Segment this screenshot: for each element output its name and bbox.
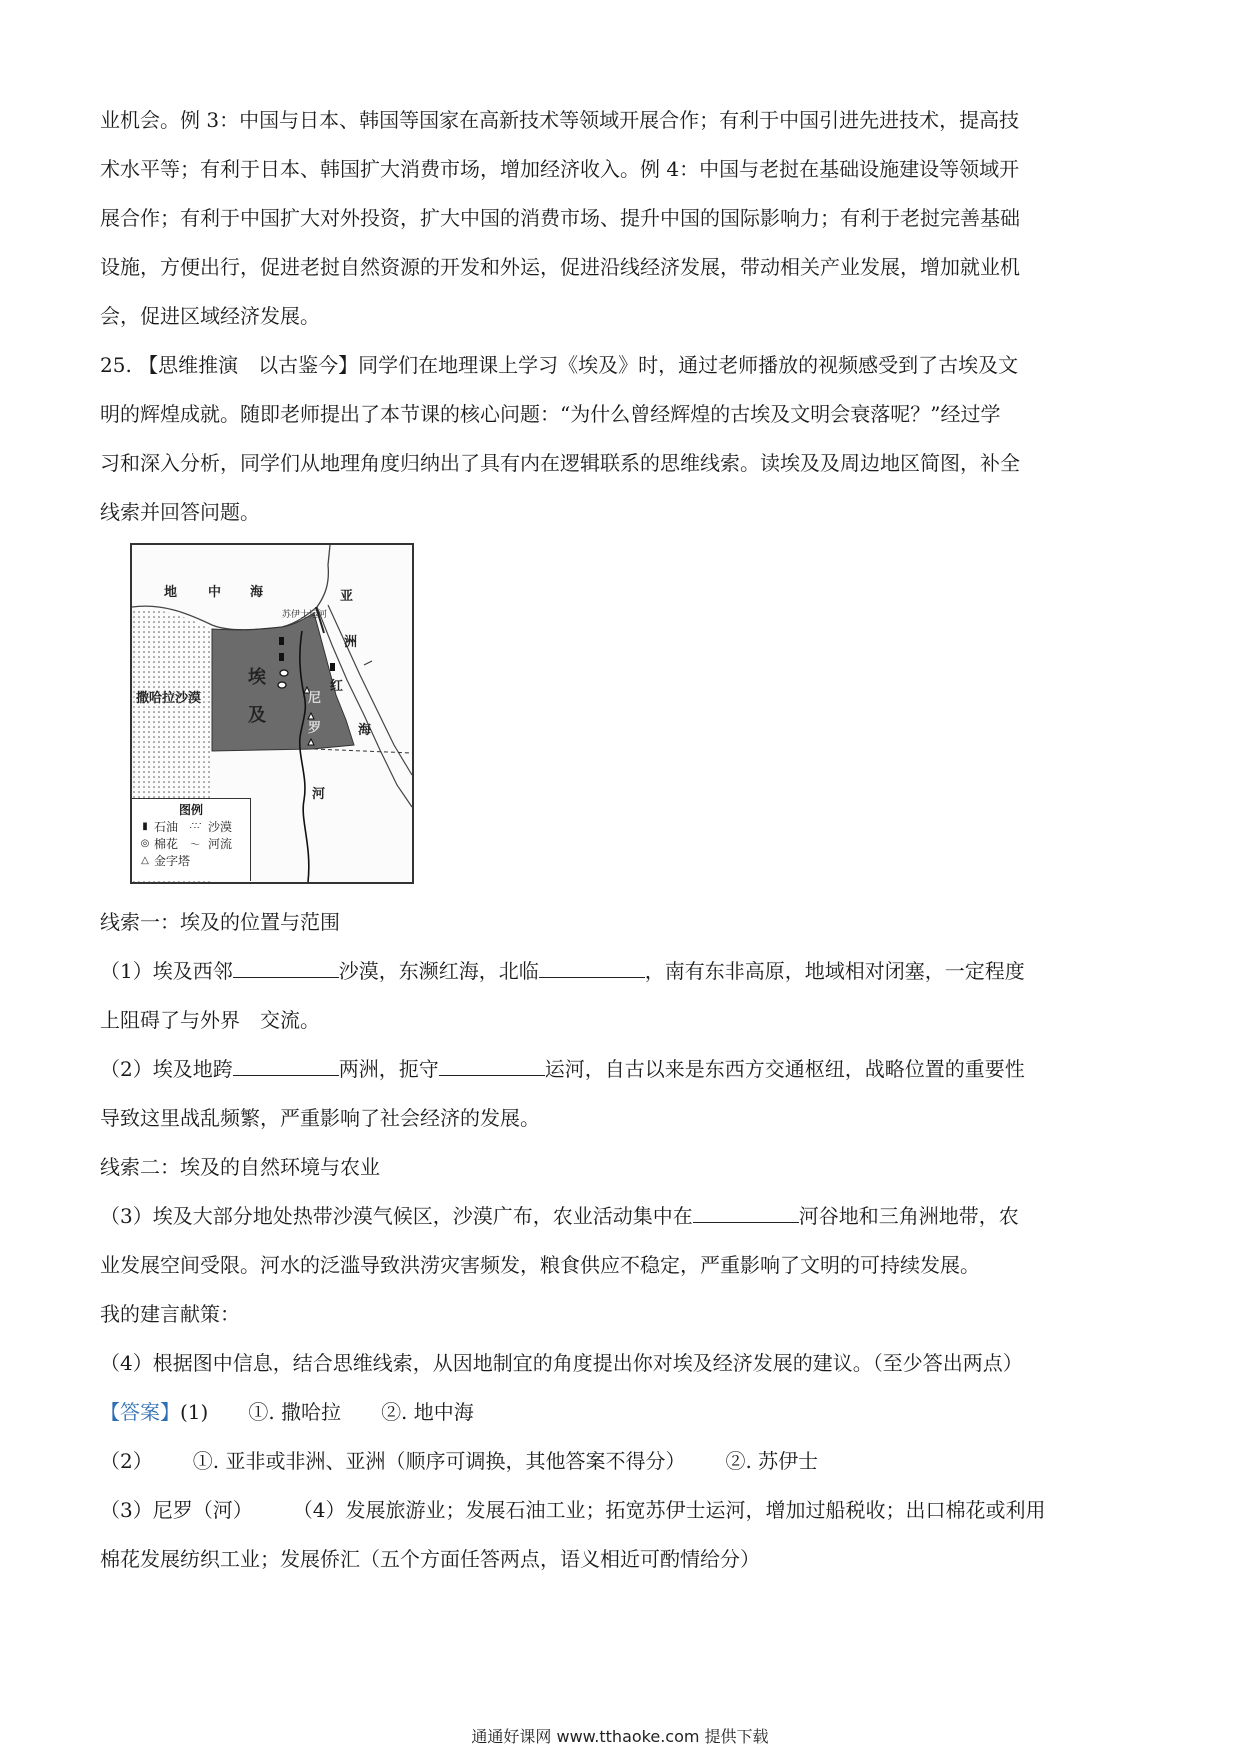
legend-cotton: 棉花 — [154, 837, 179, 851]
answer-2-part-1: ①. 亚非或非洲、亚洲（顺序可调换，其他答案不得分） — [192, 1449, 686, 1473]
label-asia-1: 亚 — [340, 589, 354, 604]
text-line: 习和深入分析，同学们从地理角度归纳出了具有内在逻辑联系的思维线索。读埃及及周边地区简图，补全 — [100, 451, 1020, 475]
text-line: 展合作；有利于中国扩大对外投资，扩大中国的消费市场、提升中国的国际影响力；有利于老挝完善基础 — [100, 206, 1020, 230]
label-red-sea-1: 红 — [330, 679, 344, 694]
cotton-icon: ◎ — [140, 838, 150, 849]
text-line: 设施，方便出行，促进老挝自然资源的开发和外运，促进沿线经济发展，带动相关产业发展，增加就业机 — [100, 255, 1020, 279]
answer-4: （4）发展旅游业；发展石油工业；拓宽苏伊士运河，增加过船税收；出口棉花或利用 — [292, 1498, 1046, 1522]
text-line: 业机会。例 3：中国与日本、韩国等国家在高新技术等领域开展合作；有利于中国引进先进技术，提高技 — [100, 108, 1020, 132]
answer-blank[interactable] — [693, 1198, 799, 1223]
advice-title: 我的建言献策： — [100, 1302, 240, 1326]
answer-2-part-2: ②. 苏伊士 — [725, 1449, 819, 1473]
question-4: （4）根据图中信息，结合思维线索，从因地制宜的角度提出你对埃及经济发展的建议。（至少答出两点） — [100, 1351, 1023, 1375]
answer-blank[interactable] — [233, 1051, 339, 1076]
answer-blank[interactable] — [233, 953, 339, 978]
legend-pyramid: 金字塔 — [154, 854, 191, 868]
q1-text-b: 沙漠，东濒红海，北临 — [338, 959, 539, 983]
question-1 — [100, 947, 1140, 996]
answer-line-3 — [100, 1486, 1140, 1535]
q3-text-c: 业发展空间受限。河水的泛滥导致洪涝灾害频发，粮食供应不稳定，严重影响了文明的可持续发展。 — [100, 1253, 980, 1277]
clue1-title: 线索一：埃及的位置与范围 — [100, 910, 340, 934]
label-egypt-2: 及 — [248, 705, 266, 726]
label-asia-2: 洲 — [344, 635, 358, 650]
text-line: 25. 【思维推演 以古鉴今】同学们在地理课上学习《埃及》时，通过老师播放的视频感受到了古埃及文 — [100, 353, 1019, 377]
label-egypt-1: 埃 — [248, 667, 266, 688]
question-3 — [100, 1192, 1140, 1241]
answer-1-number: (1) — [180, 1400, 209, 1424]
river-icon: 〜 — [190, 840, 201, 851]
q1-text-c: ，南有东非高原，地域相对闭塞，一定程度 — [644, 959, 1025, 983]
legend-oil: 石油 — [154, 820, 179, 834]
answer-2-number: （2） — [100, 1449, 153, 1473]
map-legend — [132, 798, 251, 881]
answer-blank[interactable] — [539, 953, 645, 978]
clue-section — [100, 898, 1140, 1584]
page-footer: 通通好课网 www.tthaoke.com 提供下载 — [471, 1727, 769, 1746]
answer-line-1 — [100, 1388, 1140, 1437]
legend-row — [132, 852, 250, 869]
answer-3: （3）尼罗（河） — [100, 1498, 253, 1522]
egypt-map — [130, 543, 414, 884]
question-25-stem — [100, 341, 1140, 537]
legend-row — [132, 835, 250, 852]
text-line: 术水平等；有利于日本、韩国扩大消费市场，增加经济收入。例 4：中国与老挝在基础设施建设等领域开 — [100, 157, 1020, 181]
legend-title: 图例 — [178, 803, 203, 817]
oil-icon: ▮ — [142, 821, 148, 832]
text-line: 会，促进区域经济发展。 — [100, 304, 320, 328]
q2-text-c: 运河，自古以来是东西方交通枢纽，战略位置的重要性 — [544, 1057, 1025, 1081]
answer-continuation — [100, 96, 1140, 341]
answer-1-part-1: ①. 撒哈拉 — [248, 1400, 342, 1424]
q3-text-a: （3）埃及大部分地处热带沙漠气候区，沙漠广布，农业活动集中在 — [100, 1204, 693, 1228]
q2-text-b: 两洲，扼守 — [338, 1057, 439, 1081]
legend-river: 河流 — [208, 837, 233, 851]
q1-text-a: （1）埃及西邻 — [100, 959, 233, 983]
text-line: 线索并回答问题。 — [100, 500, 260, 524]
q1-text-d: 上阻碍了与外界 交流。 — [100, 1008, 320, 1032]
label-mediterranean-2: 中 — [208, 585, 222, 600]
q2-text-a: （2）埃及地跨 — [100, 1057, 233, 1081]
text-line: 明的辉煌成就。随即老师提出了本节课的核心问题：“为什么曾经辉煌的古埃及文明会衰落呢？”经过学 — [100, 402, 1001, 426]
answer-4-continued: 棉花发展纺织工业；发展侨汇（五个方面任答两点，语义相近可酌情给分） — [100, 1547, 760, 1571]
label-nile-1: 尼 — [308, 691, 322, 706]
clue2-title: 线索二：埃及的自然环境与农业 — [100, 1155, 380, 1179]
answer-line-2 — [100, 1437, 1140, 1486]
answer-1-part-2: ②. 地中海 — [381, 1400, 474, 1424]
pyramid-icon: △ — [141, 855, 149, 866]
question-2 — [100, 1045, 1140, 1094]
label-mediterranean-1: 地 — [164, 585, 178, 600]
desert-icon: ∴∵ — [189, 821, 201, 832]
label-river: 河 — [312, 787, 326, 802]
label-mediterranean-3: 海 — [250, 585, 264, 600]
q3-text-b: 河谷地和三角洲地带，农 — [798, 1204, 1019, 1228]
legend-desert: 沙漠 — [208, 820, 233, 834]
legend-row — [132, 818, 250, 835]
label-nile-2: 罗 — [308, 721, 322, 736]
label-suez-canal: 苏伊士运河 — [282, 610, 328, 620]
label-red-sea-2: 海 — [358, 723, 372, 738]
label-sahara: 撒哈拉沙漠 — [136, 691, 202, 706]
q2-text-d: 导致这里战乱频繁，严重影响了社会经济的发展。 — [100, 1106, 540, 1130]
answer-tag: 【答案】 — [100, 1400, 180, 1424]
answer-blank[interactable] — [439, 1051, 545, 1076]
